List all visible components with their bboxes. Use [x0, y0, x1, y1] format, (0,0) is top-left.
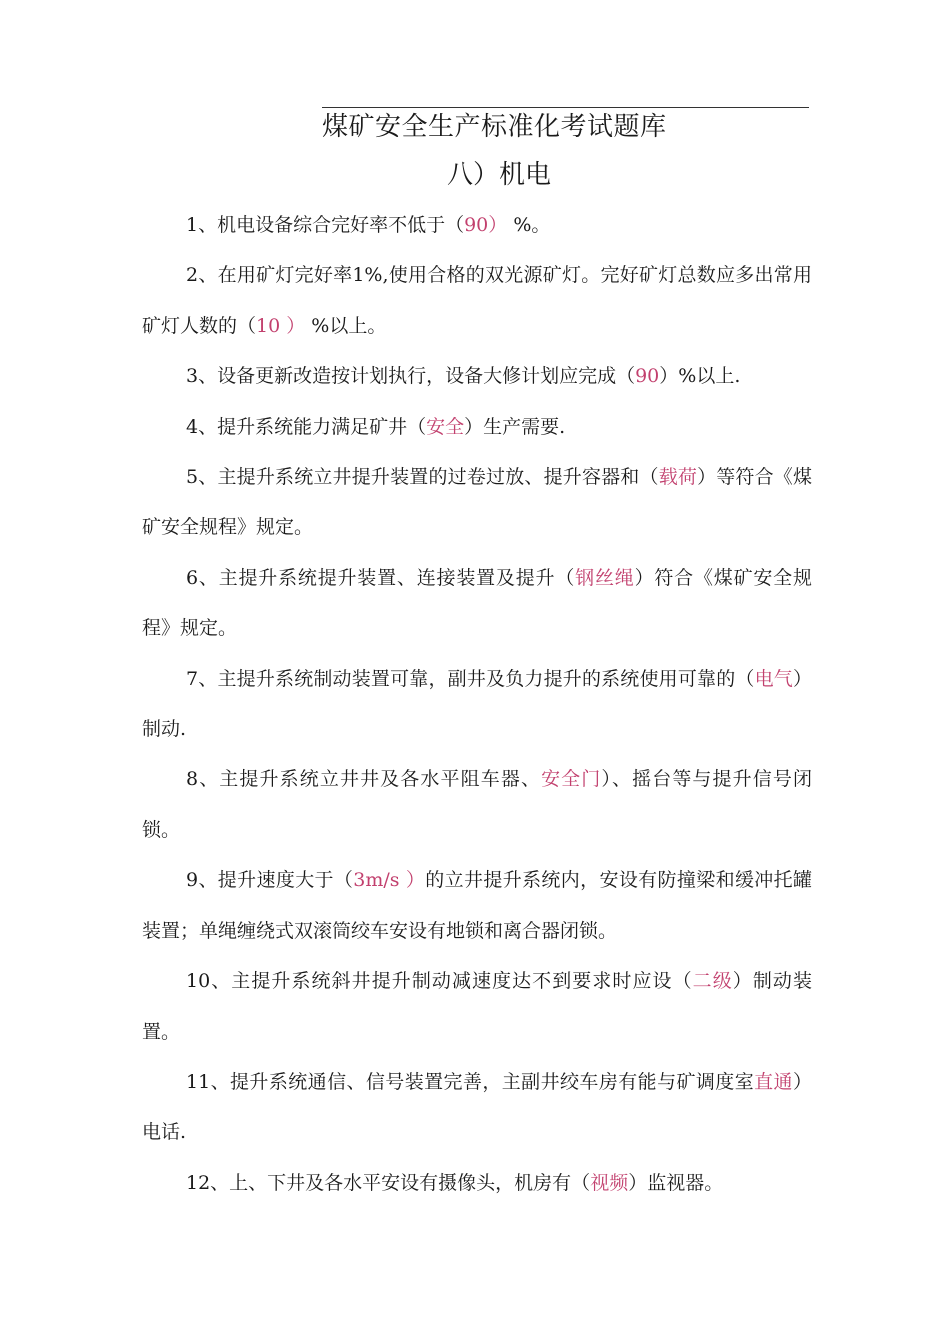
question-text-tail: ）符合《煤矿安全规程》规定。 — [142, 566, 812, 640]
question-text: 8、主提升系统立井井及各水平阻车器、 — [186, 768, 542, 791]
answer-text: 10 ） — [256, 314, 306, 337]
section-heading: 八）机电 — [446, 160, 551, 190]
header-rule — [322, 107, 809, 108]
answer-text: 直通 — [754, 1070, 793, 1093]
question-text-tail: %。 — [507, 214, 551, 236]
question-text-tail: ）、摇台等与提升信号闭锁。 — [142, 768, 812, 841]
question-item — [142, 452, 812, 553]
question-text: 1、机电设备综合完好率不低于（ — [186, 214, 465, 236]
question-item — [142, 553, 812, 654]
question-item — [142, 1158, 812, 1208]
question-text-tail: %以上。 — [305, 314, 387, 337]
question-item — [142, 351, 812, 401]
answer-text: 载荷 — [658, 466, 698, 489]
question-text: 11、提升系统通信、信号装置完善，主副井绞车房有能与矿调度室 — [186, 1070, 755, 1093]
answer-text: 安全 — [426, 415, 465, 438]
question-text: 12、上、下井及各水平安设有摄像头，机房有（ — [186, 1171, 591, 1194]
answer-text: 钢丝绳 — [575, 566, 635, 589]
question-item — [142, 200, 812, 250]
question-item — [142, 956, 812, 1057]
question-text: 5、主提升系统立井提升装置的过卷过放、提升容器和（ — [186, 466, 659, 489]
question-text-tail: 的立井提升系统内，安设有防撞梁和缓冲托罐装置；单绳缠绕式双滚筒绞车安设有地锁和离合器闭锁。 — [142, 869, 813, 942]
question-text: 9、提升速度大于（ — [186, 869, 354, 892]
answer-text: 3m/s ） — [353, 869, 426, 892]
question-text-tail: ）制动. — [142, 667, 812, 741]
question-text: 4、提升系统能力满足矿井（ — [186, 415, 427, 438]
question-text: 2、在用矿灯完好率1%,使用合格的双光源矿灯。完好矿灯总数应多出常用矿灯人数的（ — [142, 264, 812, 337]
question-text-tail: ）监视器。 — [628, 1171, 724, 1194]
question-list — [142, 200, 812, 1208]
answer-text: 视频 — [590, 1171, 629, 1194]
question-text-tail: ）生产需要. — [464, 415, 566, 438]
answer-text: 电气 — [754, 667, 793, 690]
page-title: 煤矿安全生产标准化考试题库 — [322, 112, 667, 142]
question-text: 6、主提升系统提升装置、连接装置及提升（ — [186, 566, 576, 589]
question-text-tail: ）电话. — [142, 1070, 812, 1144]
question-item — [142, 250, 812, 351]
question-item — [142, 754, 812, 855]
answer-text: 安全门 — [541, 768, 602, 791]
question-text-tail: ）等符合《煤矿安全规程》规定。 — [142, 466, 812, 539]
answer-text: 90 — [635, 365, 660, 388]
question-item — [142, 855, 812, 956]
question-text: 10、主提升系统斜井提升制动减速度达不到要求时应设（ — [186, 970, 693, 993]
question-text: 3、设备更新改造按计划执行，设备大修计划应完成（ — [186, 365, 636, 388]
question-text-tail: ）%以上. — [659, 365, 741, 388]
question-text-tail: ）制动装置。 — [142, 970, 812, 1043]
answer-text: 二级 — [692, 970, 733, 993]
question-item — [142, 1057, 812, 1158]
question-item — [142, 402, 812, 452]
answer-text: 90） — [464, 214, 508, 236]
question-item — [142, 654, 812, 755]
question-text: 7、主提升系统制动装置可靠，副井及负力提升的系统使用可靠的（ — [186, 667, 755, 690]
